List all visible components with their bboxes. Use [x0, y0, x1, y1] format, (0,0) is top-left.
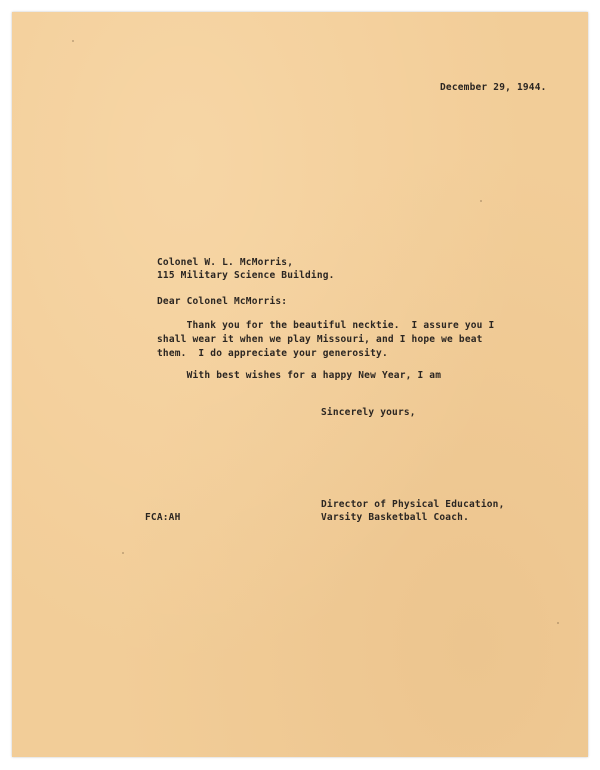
body-line: shall wear it when we play Missouri, and I hope we beat	[157, 334, 483, 345]
signature-title: Varsity Basketball Coach.	[321, 512, 469, 523]
reference-initials: FCA:AH	[145, 512, 181, 523]
body-line: Thank you for the beautiful necktie. I assure you I	[157, 320, 495, 331]
paper-speck	[557, 622, 559, 624]
closing: Sincerely yours,	[321, 407, 416, 418]
salutation: Dear Colonel McMorris:	[157, 296, 288, 307]
recipient-name: Colonel W. L. McMorris,	[157, 257, 294, 268]
letter-page	[12, 12, 588, 757]
recipient-address: 115 Military Science Building.	[157, 270, 335, 281]
signature-title: Director of Physical Education,	[321, 499, 505, 510]
paper-speck	[480, 200, 482, 202]
body-line: With best wishes for a happy New Year, I am	[157, 370, 442, 381]
paper-speck	[122, 552, 124, 554]
letter-date: December 29, 1944.	[440, 82, 547, 93]
paper-speck	[72, 40, 74, 42]
body-line: them. I do appreciate your generosity.	[157, 348, 388, 359]
